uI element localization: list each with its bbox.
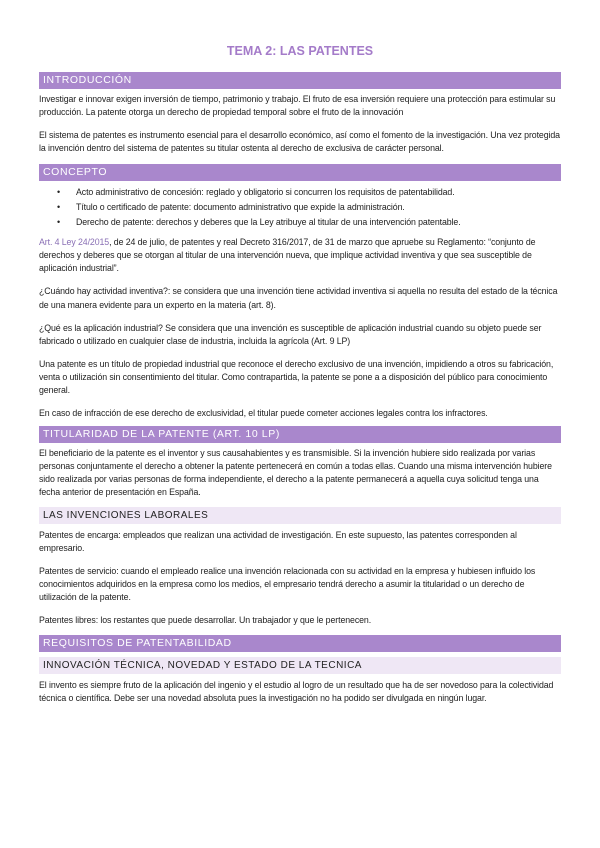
actividad-inventiva-paragraph: ¿Cuándo hay actividad inventiva?: se considera que una invención tiene actividad inventiva si aquella no resulta del estado de la técnica de una manera evidente para un experto en la materia (art. 8).: [39, 286, 558, 310]
law-definition-text: , de 24 de julio, de patentes y real Decreto 316/2017, de 31 de marzo que apruebe su Reglamento: “conjunto de derechos y deberes que se otorgan al titular de una intervención nueva, que implique actividad inventiva y que sea susceptible de aplicación industrial”.: [39, 237, 536, 274]
list-item: • Derecho de patente: derechos y deberes que la Ley atribuye al titular de una intervención patentable.: [39, 215, 561, 230]
section-heading-requisitos: REQUISITOS DE PATENTABILIDAD: [39, 635, 561, 652]
infraccion-paragraph: En caso de infracción de ese derecho de exclusividad, el titular puede cometer acciones legales contra los infractores.: [39, 408, 488, 419]
aplicacion-industrial-paragraph: ¿Qué es la aplicación industrial? Se considera que una invención es susceptible de aplicación industrial cuando su objeto puede ser fabricado o utilizado en cualquier clase de industria, incluida la agrícola (Art. 9 LP): [39, 322, 542, 346]
concepto-bullet-list: [39, 185, 561, 229]
subsection-heading-laborales: LAS INVENCIONES LABORALES: [39, 507, 561, 524]
subsection-heading-innovacion: INNOVACIÓN TÉCNICA, NOVEDAD Y ESTADO DE LA TECNICA: [39, 657, 561, 674]
section-heading-concepto: CONCEPTO: [39, 164, 561, 181]
section-heading-introduccion: INTRODUCCIÓN: [39, 72, 561, 89]
section-heading-titularidad: TITULARIDAD DE LA PATENTE (ART. 10 LP): [39, 426, 561, 443]
patentes-servicio-paragraph: Patentes de servicio: cuando el empleado realice una invención relacionada con su actividad en la empresa y hubiesen influido los conocimientos adquiridos en la empresa como los medios, el empresario tendrá derecho a asumir la titularidad o un derecho de utilización de la patente.: [39, 565, 536, 602]
intro-paragraph-2: El sistema de patentes es instrumento esencial para el desarrollo económico, así como el fomento de la investigación. Una vez protegida la invención dentro del sistema de patentes su titular ostenta al derecho de exclusiva de carácter personal.: [39, 130, 560, 154]
list-item: • Acto administrativo de concesión: reglado y obligatorio si concurren los requisitos de patentabilidad.: [39, 185, 561, 200]
concepto-legal-definition: [39, 236, 561, 275]
patentes-encargo-paragraph: Patentes de encarga: empleados que realizan una actividad de investigación. En este supuesto, las patentes corresponden al empresario.: [39, 529, 517, 553]
page-title: TEMA 2: LAS PATENTES: [226, 44, 374, 58]
patentes-libres-paragraph: Patentes libres: los restantes que puede desarrollar. Un trabajador y que le pertenecen.: [39, 615, 372, 626]
law-citation-link[interactable]: Art. 4 Ley 24/2015: [39, 237, 110, 248]
titulo-propiedad-paragraph: Una patente es un título de propiedad industrial que reconoce el derecho exclusivo de una invención, impidiendo a otros su fabricación, venta o utilización sin consentimiento del titular. Como contrapartida, la patente se pone a a disposición del público para conocimiento general.: [39, 358, 554, 395]
list-item: • Título o certificado de patente: documento administrativo que expide la administración.: [39, 200, 561, 215]
innovacion-paragraph: El invento es siempre fruto de la aplicación del ingenio y el estudio al logro de un resultado que ha de ser novedoso para la colectividad técnica o científica. Debe ser una novedad absoluta pues la investigación no ha podido ser divulgada en ningún lugar.: [39, 680, 554, 704]
titularidad-paragraph: El beneficiario de la patente es el inventor y sus causahabientes y es transmisible. Si la invención hubiere sido realizada por varias personas conjuntamente el derecho a obtener la patente pertenecerá en común a todas ellas. Cuando una misma intervención hubiere sido realizada por varias personas de forma independiente, el derecho a la patente permanecerá a aquella cuya solicitud tenga una fecha anterior de presentación en España.: [39, 448, 552, 498]
intro-paragraph-1: Investigar e innovar exigen inversión de tiempo, patrimonio y trabajo. El fruto de esa inversión requiere una protección para estimular su producción. La patente otorga un derecho de propiedad temporal sobre el fruto de la innovación: [39, 94, 556, 118]
